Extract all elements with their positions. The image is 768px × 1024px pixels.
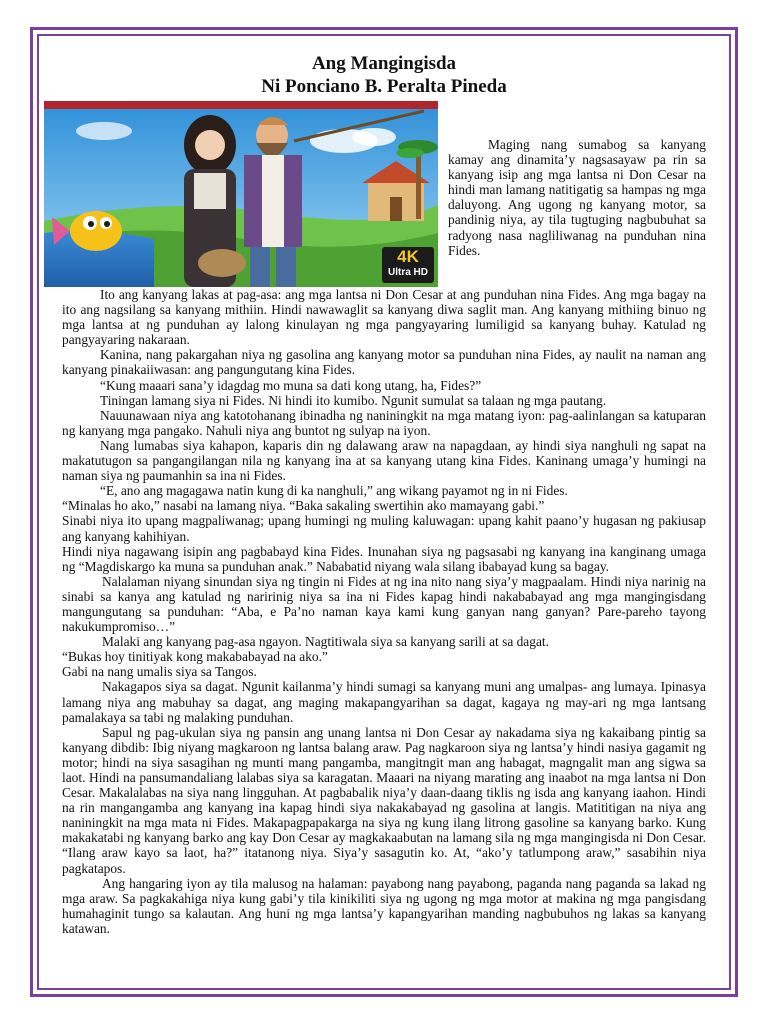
paragraph: “Bukas hoy tinitiyak kong makababayad na ako.” xyxy=(62,649,328,665)
paragraph: Nauunawaan niya ang katotohanang ibinadha ng naniningkit na mga matang iyon: pag-aalinlangan sa katuparan ng kanyang mga pangako. Nahuli niya ang buntot ng sulyap na iyon. xyxy=(62,407,706,438)
paragraph: Tiningan lamang siya ni Fides. Ni hindi ito kumibo. Ngunit sumulat sa talaan ng mga pautang. xyxy=(100,392,607,408)
paragraph: Ito ang kanyang lakas at pag-asa: ang mga lantsa ni Don Cesar at ang punduhan nina Fides. Ang mga bagay na ito ang nagsilang sa kanyang mithiin. Hindi nawawaglit sa kanyang diwa saglit man. Ang kanyang mithiing binuo ng mga lantsa at ng punduhan ay lalong kinulayan ng mga pangyayaring lumiligid sa kanyang buhay. Katulad ng pangyayaring nakaraan. xyxy=(62,287,706,348)
paragraph: Nakagapos siya sa dagat. Ngunit kailanma’y hindi sumagi sa kanyang muni ang umalpas- ang lumaya. Ipinasya lamang niya ang mabuhay sa dagat, ang maging makapangyarihan sa dagat, kagaya ng may-ari ng mga lantsang pamalakaya sa tabi ng malaking punduhan. xyxy=(62,679,706,725)
paragraph: Nang lumabas siya kahapon, kaparis din ng dalawang araw na napagdaan, ay hindi siya nanghuli ng sapat na makatutugon sa pangangilangan nila ng kanyang ina at sa kanyang utang kina Fides. Kaninang umaga’y humingi na naman siya ng paumanhin sa ina ni Fides. xyxy=(62,437,706,484)
paragraph: Sapul ng pag-ukulan siya ng pansin ang unang lantsa ni Don Cesar ay nakadama siya ng kakaibang pintig sa kanyang dibdib: Ibig niyang magkaroon ng lantsa balang araw. Pag nagkaroon siya ng lantsa’y hindi nasiya gagamit ng motor; hindi na siya sasagihan ng munti mang pangamba, mangitngit man ang habagat, magngalit man ang sigwa sa laot. Hindi na pansumandaliang lalabas siya sa karagatan. Maaari na niyang marating ang inaabot na mga lantsa ni Don Cesar. Makalalabas na siya nang lingguhan. At pagbabalik niya’y daan-daang tiklis ng isda ang kanyang iaahon. Hindi na rin mangangamba ang kanyang ina kapag hindi siya nakakabayad ng gasolina at langis. Matititigan na niya ang naniningkit na mga mata ni Fides. Makapagpapakarga na siya ng kung ilang litrong gasoline sa kanyang barko. Kung makakatabi ng kanyang barko ang kay Don Cesar ay magkakaabutan na lamang sila ng mga mangingisda ni Don Cesar. “Ilang araw kayo sa laot, ha?” itatanong niya. Siya’y sasagutin ko. At, “ako’y tatlumpong araw,” sasabihin niya pagkatapos. xyxy=(62,724,706,876)
story-title: Ang Mangingisda xyxy=(311,53,457,74)
paragraph: Sinabi niya ito upang magpaliwanag; upang humingi ng muling kaluwagan: upang kahit paano’y hugasan ng pakiusap ang kanyang kahihiyan. xyxy=(62,513,706,544)
storybook-illustration-icon xyxy=(44,101,438,287)
title-block xyxy=(62,52,706,98)
paragraph: Kanina, nang pakargahan niya ng gasolina ang kanyang motor sa punduhan nina Fides, ay naulit na naman ang kanyang pinakaiiwasan: ang pangungutang kina Fides. xyxy=(62,347,706,378)
paragraph: Ang hangaring iyon ay tila malusog na halaman: payabong nang payabong, paganda nang paganda sa lakad ng mga araw. Sa pagkakahiga niya kung gabi’y tila kinikiliti siya ng ugong ng mga motor at makina ng mga pangisdang humahaginit tungo sa kalautan. Ang huni ng mga lantsa’y kapangyarihan manding nagbubuhos ng lakas sa kanyang katawan. xyxy=(62,875,706,936)
paragraph: “Kung maaari sana’y idagdag mo muna sa dati kong utang, ha, Fides?” xyxy=(100,377,482,393)
document-page xyxy=(62,52,706,936)
paragraph: Malaki ang kanyang pag-asa ngayon. Nagtitiwala siya sa kanyang sarili at sa dagat. xyxy=(102,634,549,650)
badge-4k: 4K xyxy=(397,247,419,266)
paragraph: Hindi niya nagawang isipin ang pagbabayd kina Fides. Inunahan siya ng pagsasabi ng kanyang ina kanginang umaga ng “Magdiskargo ka muna sa punduhan anak.” Nababatid niyang wala silang ibabayad kung sa bagay. xyxy=(62,543,706,574)
paragraph: “Minalas ho ako,” nasabi na lamang niya. “Baka sakaling swertihin ako mamayang gabi.” xyxy=(62,498,545,514)
ultra-hd-badge xyxy=(382,247,434,283)
story-illustration xyxy=(44,101,438,287)
paragraph: “E, ano ang magagawa natin kung di ka nanghuli,” ang wikang payamot ng in ni Fides. xyxy=(100,483,568,499)
paragraph: Maging nang sumabog sa kanyang kamay ang dinamita’y nagsasayaw pa rin sa kanyang isip ang mga lantsa ni Don Cesar na hindi man lamang natitigatig sa hampas ng mga daluyong. Ang ugong ng kanyang motor, sa pandinig niya, ay tila tugtuging nagbubuhat sa radyong nasa nagliliwanag na punduhan nina Fides. xyxy=(448,137,706,258)
body-text xyxy=(62,287,706,936)
paragraph: Gabi na nang umalis siya sa Tangos. xyxy=(62,664,257,680)
paragraph: Nalalaman niyang sinundan siya ng tingin ni Fides at ng ina nito nang siya’y magpaalam. Hindi niya narinig na sinabi sa kanya ang katulad ng naririnig niya sa ina ni Fides kapag hindi nakababayad ang mga mangingisdang mangungutang sa punduhan: “Aba, e Pa’no naman kaya kami kung ganyan nang ganyan? Pare-pareho tayong nakukumpromiso…” xyxy=(62,573,706,635)
badge-ultra-hd: Ultra HD xyxy=(387,267,428,278)
author-line: Ni Ponciano B. Peralta Pineda xyxy=(261,76,507,97)
